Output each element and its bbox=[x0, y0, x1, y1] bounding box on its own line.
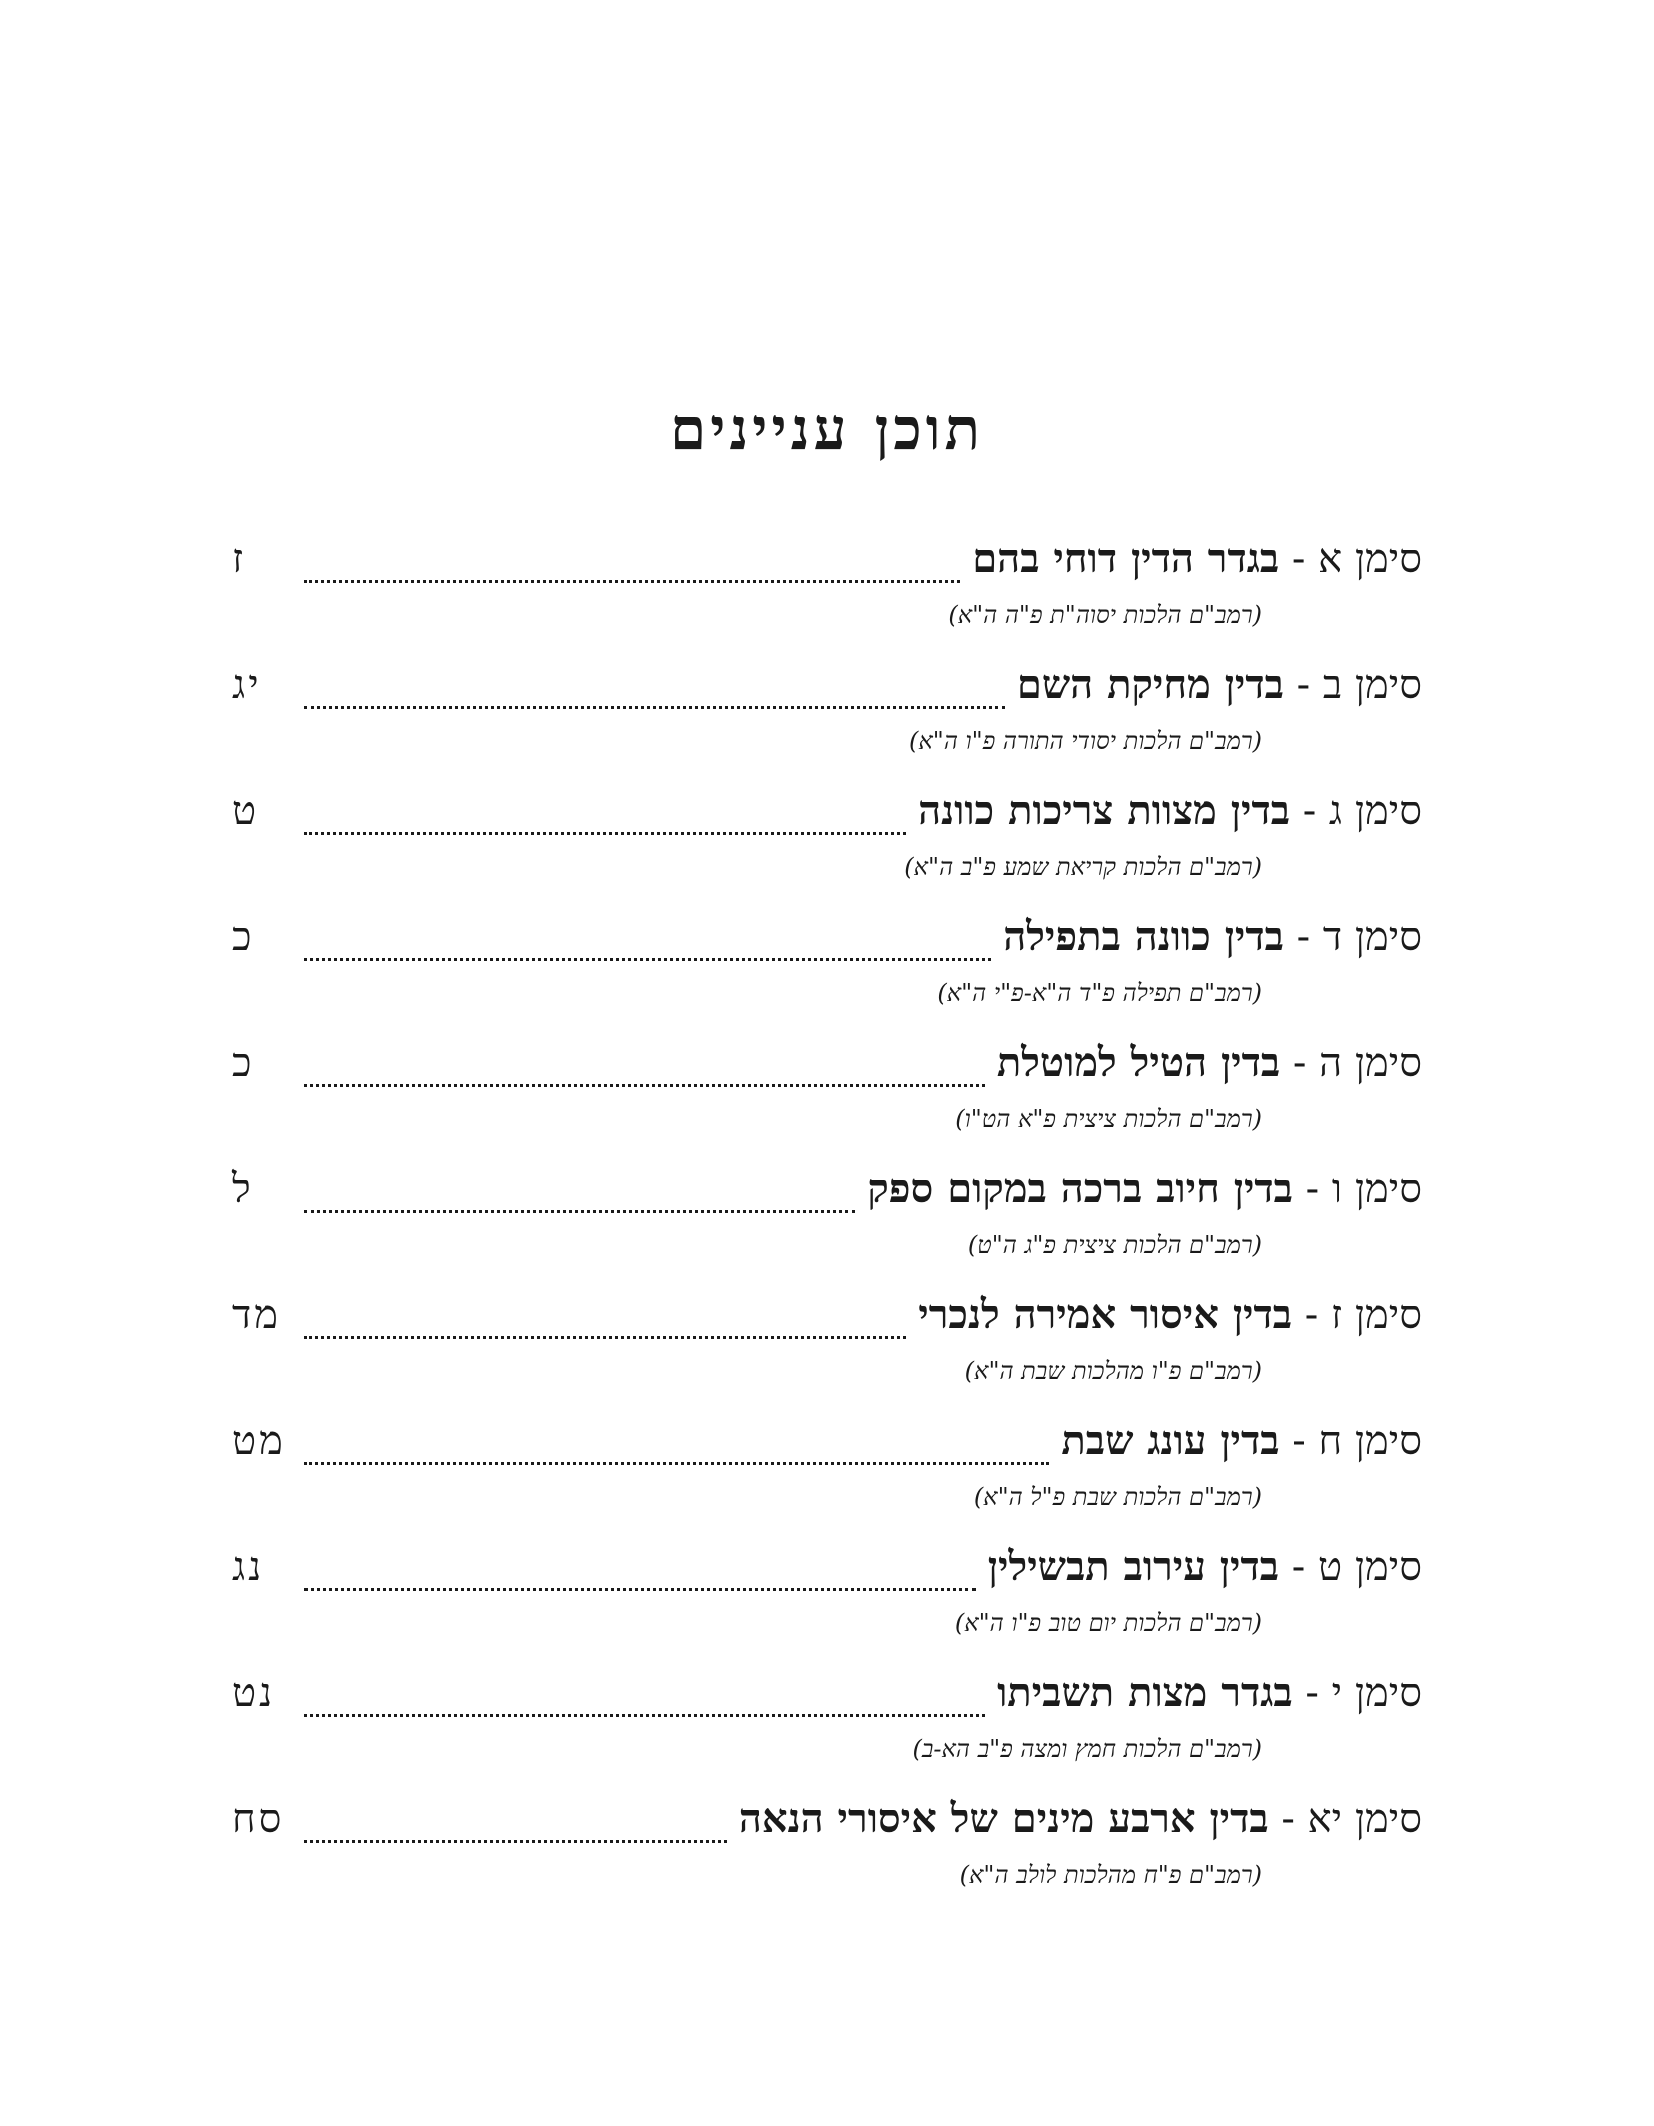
toc-entry-line bbox=[232, 1543, 1422, 1607]
toc-entry-line bbox=[232, 1165, 1422, 1229]
toc-entry-title: בדין ארבע מינים של איסורי הנאה bbox=[738, 1795, 1269, 1842]
toc-entry-heading bbox=[918, 787, 1422, 834]
toc-entry-title: בדין עונג שבת bbox=[1061, 1417, 1280, 1464]
toc-entry-title: בדין הטיל למוטלת bbox=[996, 1039, 1281, 1086]
toc-entry-page: ט bbox=[232, 788, 260, 834]
toc-entry-label: סימן ה - bbox=[1292, 1040, 1422, 1086]
toc-entry-label: סימן יא - bbox=[1281, 1796, 1422, 1842]
toc-entry-line bbox=[232, 913, 1422, 977]
toc-entry-line bbox=[232, 1669, 1422, 1733]
toc-entry-page: כ bbox=[232, 914, 255, 960]
toc-entry-heading bbox=[1061, 1417, 1422, 1464]
dot-leader bbox=[304, 1588, 976, 1591]
toc-entry bbox=[232, 1417, 1422, 1543]
toc-entry-heading bbox=[918, 1291, 1422, 1338]
toc-entry-page: כ bbox=[232, 1040, 255, 1086]
toc-entry-label: סימן ג - bbox=[1302, 788, 1422, 834]
toc-entry-label: סימן ב - bbox=[1296, 662, 1422, 708]
toc-entry-source: (רמב"ם הלכות יסודי התורה פ"ו ה"א) bbox=[909, 727, 1262, 755]
toc-entry bbox=[232, 913, 1422, 1039]
toc-entry-heading bbox=[739, 1795, 1422, 1842]
toc-entry-heading bbox=[972, 535, 1422, 582]
toc-entry-label: סימן ד - bbox=[1296, 914, 1422, 960]
toc-entry-label: סימן י - bbox=[1305, 1670, 1422, 1716]
toc-entry bbox=[232, 1543, 1422, 1669]
toc-entry-heading bbox=[997, 1669, 1422, 1716]
toc-entry-heading bbox=[1003, 913, 1422, 960]
dot-leader bbox=[304, 1084, 985, 1087]
toc-entry-source: (רמב"ם הלכות יום טוב פ"ו ה"א) bbox=[954, 1609, 1262, 1637]
toc-entry-page: ל bbox=[232, 1166, 254, 1212]
toc-entry-title: בגדר הדין דוחי בהם bbox=[972, 535, 1280, 582]
toc-entry-title: בגדר מצות תשביתו bbox=[997, 1669, 1293, 1716]
toc-entry bbox=[232, 1039, 1422, 1165]
toc-entry-source: (רמב"ם הלכות קריאת שמע פ"ב ה"א) bbox=[904, 853, 1262, 881]
toc-entry-source: (רמב"ם הלכות חמץ ומצה פ"ב הא-ב) bbox=[912, 1735, 1262, 1763]
dot-leader bbox=[304, 1714, 985, 1717]
toc-entry-title: בדין מחיקת השם bbox=[1016, 661, 1284, 708]
dot-leader bbox=[304, 958, 991, 961]
toc-entry-line bbox=[232, 661, 1422, 725]
dot-leader bbox=[304, 1462, 1049, 1465]
toc-entry bbox=[232, 1669, 1422, 1795]
toc-entry-heading bbox=[1017, 661, 1422, 708]
toc-entry-page: נט bbox=[232, 1670, 276, 1716]
toc-entry-page: יג bbox=[232, 662, 262, 708]
toc-entry-label: סימן ט - bbox=[1291, 1544, 1422, 1590]
dot-leader bbox=[304, 832, 906, 835]
dot-leader bbox=[304, 580, 960, 583]
toc-entry bbox=[232, 1795, 1422, 1921]
toc-entry-page: מד bbox=[232, 1292, 281, 1338]
toc-entry-heading bbox=[988, 1543, 1422, 1590]
page-title: תוכן עניינים bbox=[670, 395, 984, 463]
toc-entry-source: (רמב"ם הלכות יסוה"ת פ"ה ה"א) bbox=[948, 601, 1262, 629]
toc-entry-label: סימן ז - bbox=[1304, 1292, 1422, 1338]
dot-leader bbox=[304, 1210, 855, 1213]
toc-entry-label: סימן א - bbox=[1291, 536, 1422, 582]
toc-entry bbox=[232, 787, 1422, 913]
toc-entry-heading bbox=[867, 1165, 1422, 1212]
toc-entry-source: (רמב"ם הלכות שבת פ"ל ה"א) bbox=[973, 1483, 1262, 1511]
toc-entry-source: (רמב"ם הלכות ציצית פ"ג ה"ט) bbox=[967, 1231, 1262, 1259]
toc-entry bbox=[232, 535, 1422, 661]
dot-leader bbox=[304, 1840, 727, 1843]
toc-entry bbox=[232, 1165, 1422, 1291]
toc-entry-line bbox=[232, 1417, 1422, 1481]
toc-entry-line bbox=[232, 535, 1422, 599]
toc-entry-line bbox=[232, 1795, 1422, 1859]
toc-entry-label: סימן ו - bbox=[1305, 1166, 1422, 1212]
toc-entry-source: (רמב"ם פ"ח מהלכות לולב ה"א) bbox=[959, 1861, 1262, 1889]
toc-entry-title: בדין חיוב ברכה במקום ספק bbox=[867, 1165, 1293, 1212]
toc-entry-page: מט bbox=[232, 1418, 286, 1464]
toc-entry-page: סח bbox=[232, 1796, 285, 1842]
toc-entry-title: בדין איסור אמירה לנכרי bbox=[918, 1291, 1293, 1338]
dot-leader bbox=[304, 706, 1005, 709]
toc-entry-label: סימן ח - bbox=[1292, 1418, 1422, 1464]
toc-entry-page: נג bbox=[232, 1544, 265, 1590]
toc-entry bbox=[232, 661, 1422, 787]
toc-entry-page: ז bbox=[232, 536, 247, 582]
toc-entry-title: בדין כוונה בתפילה bbox=[1003, 913, 1284, 960]
toc-entry-heading bbox=[997, 1039, 1422, 1086]
toc-entry-line bbox=[232, 1291, 1422, 1355]
toc-entry-line bbox=[232, 787, 1422, 851]
dot-leader bbox=[304, 1336, 906, 1339]
toc-entry-source: (רמב"ם פ"ו מהלכות שבת ה"א) bbox=[964, 1357, 1262, 1385]
toc-entry-title: בדין מצוות צריכות כוונה bbox=[918, 787, 1290, 834]
toc-entry-source: (רמב"ם תפילה פ"ד ה"א-פ"י ה"א) bbox=[937, 979, 1262, 1007]
toc-entry-source: (רמב"ם הלכות ציצית פ"א הט"ו) bbox=[955, 1105, 1262, 1133]
toc-entry-title: בדין עירוב תבשילין bbox=[987, 1543, 1280, 1590]
table-of-contents bbox=[232, 535, 1422, 1921]
toc-entry-line bbox=[232, 1039, 1422, 1103]
toc-entry bbox=[232, 1291, 1422, 1417]
